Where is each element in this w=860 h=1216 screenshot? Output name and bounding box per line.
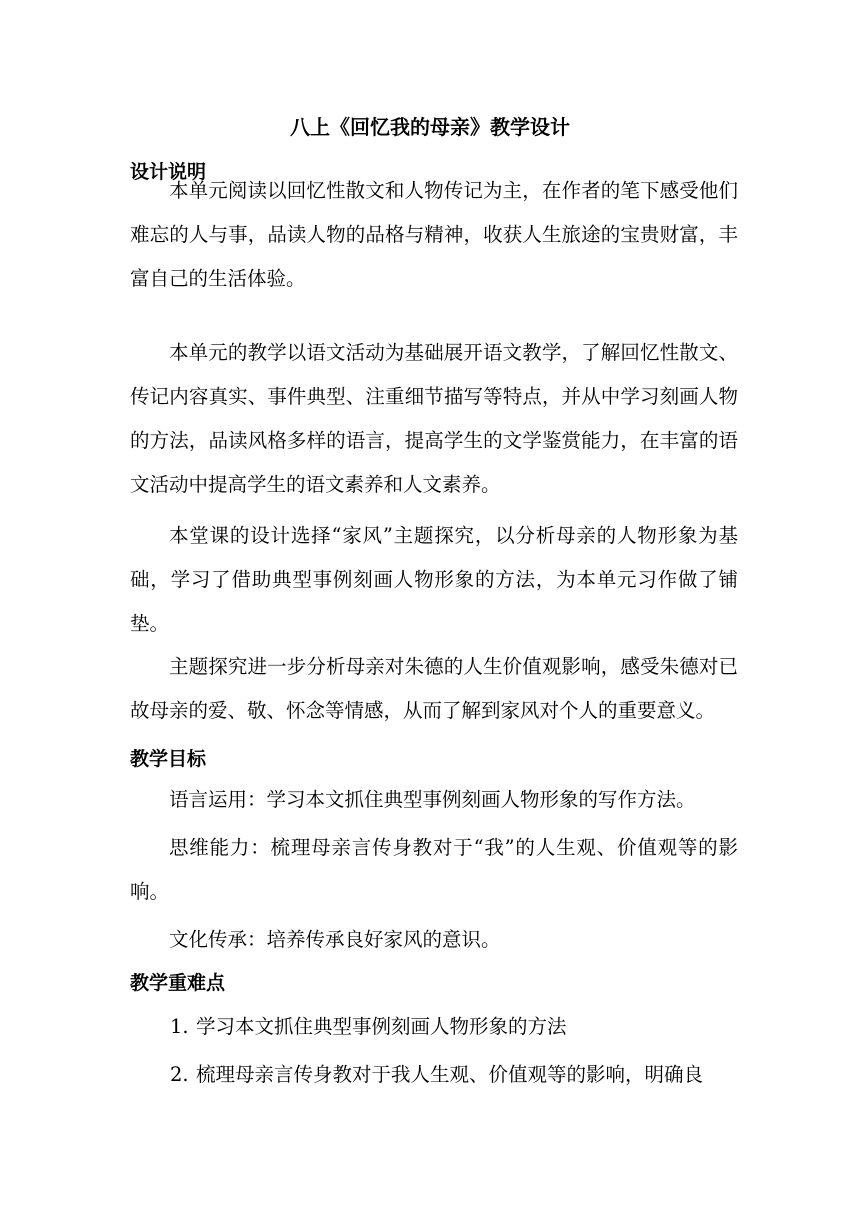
section-heading-key-points: 教学重难点: [130, 972, 226, 994]
list-item-text: 梳理母亲言传身教对于我人生观、价值观等的影响，明确良: [196, 1063, 704, 1086]
paragraph: 本堂课的设计选择“家风”主题探究，以分析母亲的人物形象为基础，学习了借助典型事例刻画人物形象的方法，为本单元习作做了铺垫。: [130, 524, 738, 635]
section-heading-design-notes: 设计说明: [130, 161, 207, 183]
paragraph: 思维能力：梳理母亲言传身教对于“我”的人生观、价值观等的影响。: [130, 836, 738, 903]
paragraph: 本单元阅读以回忆性散文和人物传记为主，在作者的笔下感受他们难忘的人与事，品读人物的品格与精神，收获人生旅途的宝贵财富，丰富自己的生活体验。: [130, 179, 738, 290]
paragraph: 主题探究进一步分析母亲对朱德的人生价值观影响，感受朱德对已故母亲的爱、敬、怀念等情感，从而了解到家风对个人的重要意义。: [130, 655, 738, 722]
section-heading-teaching-goals: 教学目标: [130, 748, 207, 770]
list-item: [170, 1005, 740, 1049]
paragraph: 语言运用：学习本文抓住典型事例刻画人物形象的写作方法。: [169, 788, 696, 811]
list-item-number: 2.: [170, 1063, 189, 1086]
list-item-text: 学习本文抓住典型事例刻画人物形象的方法: [196, 1015, 567, 1038]
paragraph: 文化传承：培养传承良好家风的意识。: [169, 928, 501, 951]
document-title: 八上《回忆我的母亲》教学设计: [290, 115, 570, 139]
paragraph: 本单元的教学以语文活动为基础展开语文教学，了解回忆性散文、传记内容真实、事件典型、注重细节描写等特点，并从中学习刻画人物的方法，品读风格多样的语言，提高学生的文学鉴赏能力，在丰富的语文活动中提高学生的语文素养和人文素养。: [130, 341, 738, 496]
list-item: [170, 1053, 740, 1097]
list-item-number: 1.: [170, 1015, 189, 1038]
